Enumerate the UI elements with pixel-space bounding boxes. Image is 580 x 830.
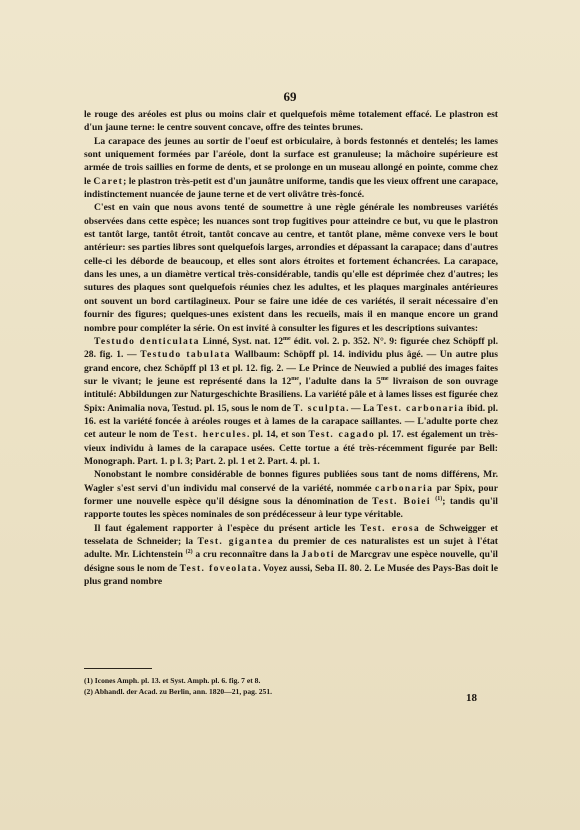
paragraph [84,522,498,589]
taxon-name: Testudo tabulata [140,349,231,361]
text-run: de Marcgrav une espèce nouvelle, qu'il désigne sous le nom de [84,549,498,574]
taxon-name: carbonaria [374,482,434,494]
text-run: de Schweigger et tesselata de Schneider; la [84,522,498,547]
taxon-name: Test. carbonaria [376,402,465,414]
paragraph [84,335,498,468]
paragraph [84,468,498,521]
text-run: édit. vol. 2. p. 352. N°. 9: figurée chez Schöpff pl. 28. fig. 1. — [84,335,499,361]
text-run: . Voyez aussi, Seba II. 80. 2. Le Musée des Pays-Bas doit le plus grand nombre [84,562,498,588]
taxon-name: Test. gigantea [197,536,274,547]
text-run: , l'adulte dans la 5 [298,375,381,387]
text-run: La carapace des jeunes au sortir de l'oeuf est orbiculaire, à bords festonnés et dentelés; les lames sont uniquement formées par l'aréole, dont la surface est granuleuse; la mâchoire supérieure est armée de trois saillies en forme de dents, et se prolonge en un museau allongé en pointe, comme chez le [84,135,498,187]
superscript: (1) [435,495,443,502]
text-run: ibid. pl. 16. est la variété foncée à aréoles rouges et à lames de la carapace saillantes. — L'adulte porte chez cet auteur le nom de [84,402,498,441]
paragraph [84,135,498,202]
text-run: . — La [346,402,377,414]
text-run: du premier de ces naturalistes est un sujet à l'état adulte. Mr. Lichtenstein [84,536,499,561]
body-text [84,108,498,588]
taxon-name: T. sculpta [293,402,347,414]
paragraph [84,108,498,135]
taxon-name: Test. hercules [172,429,248,441]
taxon-name: Test. cagado [308,429,376,441]
signature-mark: 18 [466,692,477,704]
taxon-name: Caret [93,175,124,187]
text-run: le rouge des aréoles est plus ou moins clair et quelquefois même totalement effacé. Le plastron est d'un jaune terne: le centre souvent concave, offre des teintes brunes. [84,109,498,134]
superscript: me [283,335,291,342]
text-run: livraison de son ouvrage intitulé: Abbildungen zur Naturgeschichte Brasiliens. La variété pâle et à lames lisses est figurée chez Spix: Animalia nova, Testud. pl. 15, sous le nom de [84,375,499,414]
text-run: Wallbaum: Schöpff pl. 14. individu plus âgé. — Un autre plus grand encore, chez Schöpff pl 13 et pl. 12. fig. 2. — Le Prince de Neuwied a publié des images faites sur le vivant; le jeune est représenté dans la 12 [84,349,498,387]
paragraph [84,201,498,334]
text-run: Linné, Syst. nat. 12 [199,335,283,347]
footnote: (2) Abhandl. der Acad. zu Berlin, ann. 1820—21, pag. 251. [84,687,273,696]
footnote: (1) Icones Amph. pl. 13. et Syst. Amph. pl. 6. fig. 7 et 8. [84,676,261,685]
superscript: me [291,375,299,382]
text-run: ; tandis qu'il rapporte toutes les spèces nominales de son prédécesseur à leur type véritable. [84,495,498,521]
taxon-name: Testudo denticulata [94,335,200,347]
taxon-name: Test. erosa [360,522,421,534]
footnote-divider [84,668,152,669]
page-number: 69 [283,89,297,104]
text-run: par Spix, pour former une nouvelle espèce qu'il désigne sous la dénomination de [84,482,499,507]
text-run: C'est en vain que nous avons tenté de soumettre à une règle générale les nombreuses variétés observées dans cette espèce; les nuances sont trop fugitives pour atteindre ce but, vu que le plastron est tantôt large, tantôt étroit, tantôt concave au centre, et tantôt plane, même convexe vers le bout antérieur: ses parties libres sont quelquefois larges, arrondies et dépassant la carapace; dans d'autres celle-ci les déborde de beaucoup, et elles sont alors étroites et fortement échancrées. La carapace, dans les unes, a un diamètre vertical très-considérable, tandis qu'elle est déprimée chez d'autres; les sutures des plaques sont quelquefois réunies chez les adultes, et les plaques marginales antérieures ont souvent un bord cartilagineux. Pour se faire une idée de ces variétés, il serait nécessaire d'en fournir des figures; quelques-unes existent dans les recueils, mais il en manque encore un grand nombre pour compléter la série. On est invité à consulter les figures et les descriptions suivantes: [84,202,498,334]
text-run: pl. 17. est également un très-vieux individu à lames de la carapace usées. Cette tortue a été très-récemment figurée par Bell: Monograph. Part. 1. p l. 3; Part. 2. pl. 1 et 2. Part. 4. pl. 1. [84,429,498,467]
footnotes [84,675,498,697]
taxon-name: Test. foveolata [179,562,259,574]
text-run: a cru reconnaître dans la [192,549,302,561]
taxon-name: Test. Boiei [372,495,431,507]
superscript: (2) [185,549,193,556]
text-run: . pl. 14, et son [247,429,309,441]
text-run: Nonobstant le nombre considérable de bonnes figures publiées sous tant de noms différens, Mr. Wagler s'est servi d'un individu mal conservé de la variété, nommée [84,469,498,494]
taxon-name: Jaboti [301,549,335,561]
superscript: me [380,375,389,382]
text-run: Il faut également rapporter à l'espèce du présent article les [94,522,361,534]
text-run: ; le plastron très-petit est d'un jaunâtre uniforme, tandis que les vieux offrent une carapace, indistinctement nuancée de jaune terne et de vert olivâtre très-foncé. [84,175,498,201]
